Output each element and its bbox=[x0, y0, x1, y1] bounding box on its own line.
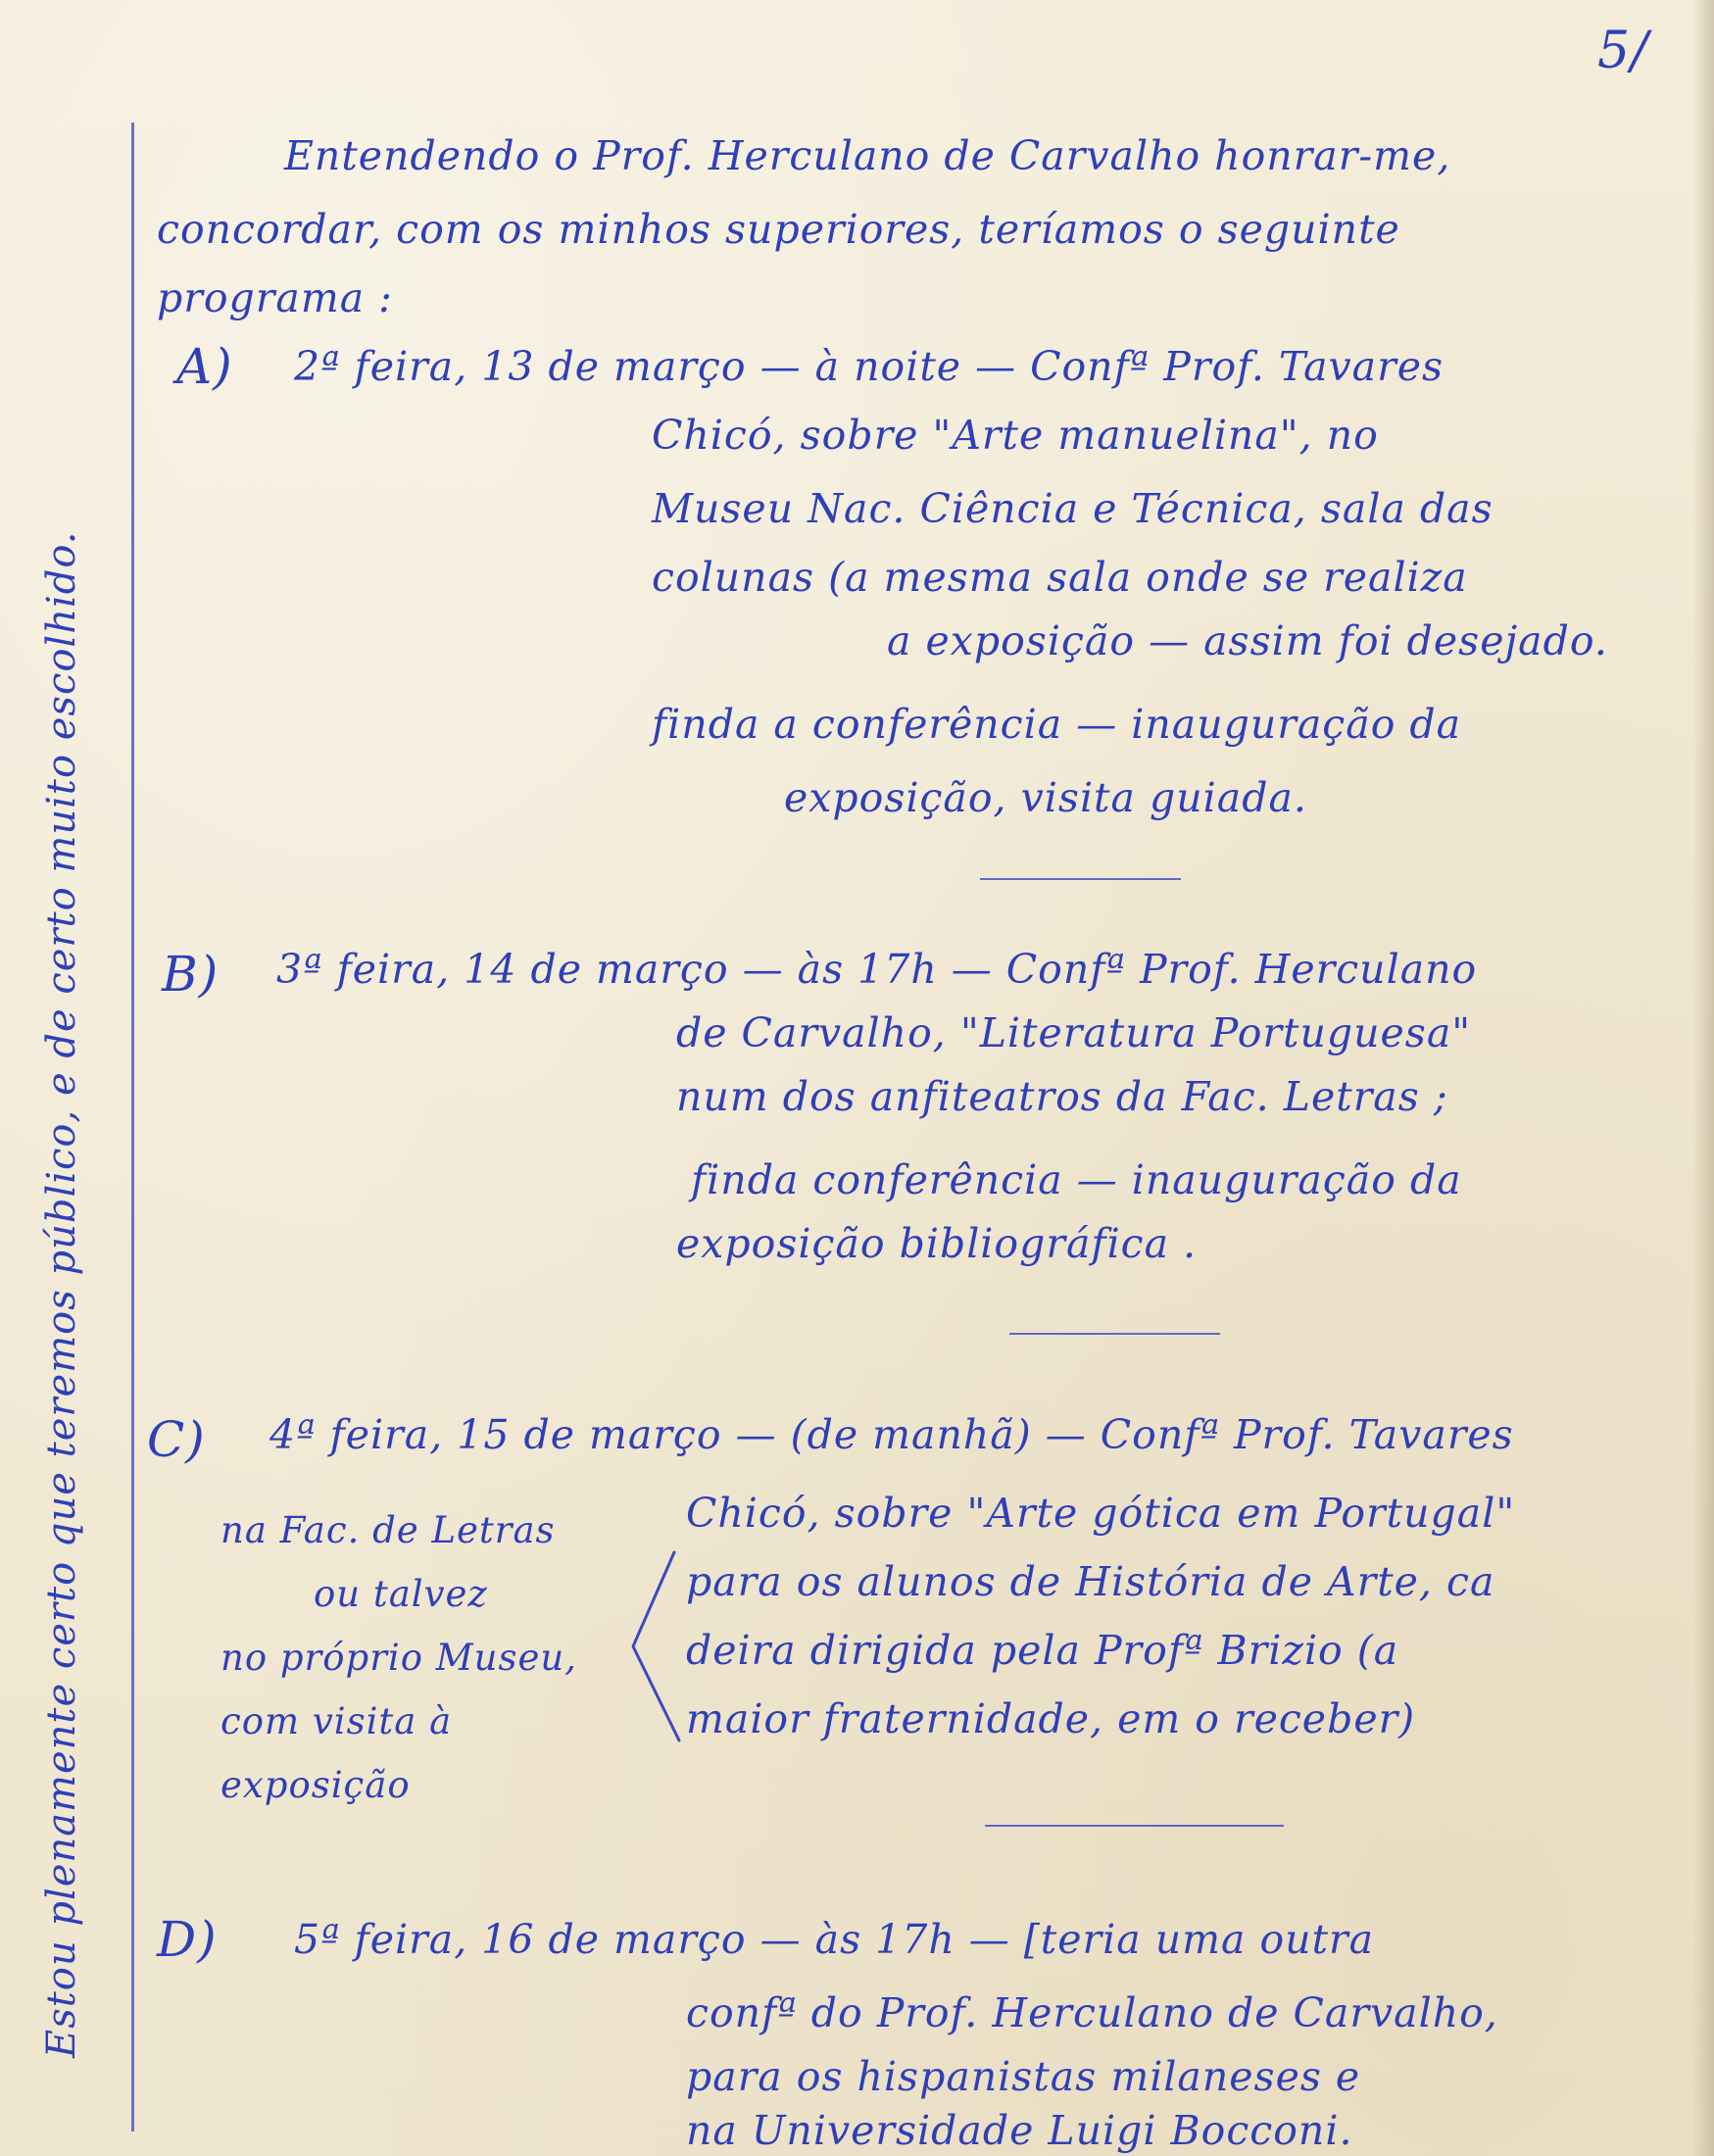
item-a-followup-1: finda a conferência — inauguração da bbox=[652, 701, 1462, 748]
item-c-line-2: Chicó, sobre "Arte gótica em Portugal" bbox=[686, 1490, 1516, 1537]
item-b-line-2: de Carvalho, "Literatura Portuguesa" bbox=[676, 1009, 1472, 1056]
item-a-line-2: Chicó, sobre "Arte manuelina", no bbox=[652, 412, 1379, 459]
item-a-line-4: colunas (a mesma sala onde se realiza bbox=[652, 554, 1468, 601]
item-b-line-3: num dos anfiteatros da Fac. Letras ; bbox=[676, 1073, 1448, 1120]
item-c-line-3: para os alunos de História de Arte, ca bbox=[686, 1558, 1495, 1605]
item-c-side-note-2: ou talvez bbox=[314, 1573, 488, 1615]
item-d-label: D) bbox=[157, 1911, 218, 1968]
item-a-followup-2: exposição, visita guiada. bbox=[784, 774, 1307, 821]
margin-rule bbox=[131, 122, 134, 2132]
separator-3 bbox=[985, 1825, 1284, 1827]
separator-2 bbox=[1009, 1333, 1220, 1335]
item-c-label: C) bbox=[147, 1411, 206, 1468]
item-c-side-note-3: no próprio Museu, bbox=[220, 1637, 577, 1679]
item-c-side-note-4: com visita à bbox=[220, 1700, 453, 1742]
item-a-line-1: 2ª feira, 13 de março — à noite — Confª Prof. Tavares bbox=[294, 343, 1445, 390]
item-b-line-1: 3ª feira, 14 de março — às 17h — Confª Prof. Herculano bbox=[276, 946, 1478, 993]
item-c-side-note-1: na Fac. de Letras bbox=[220, 1509, 556, 1551]
item-c-line-5: maior fraternidade, em o receber) bbox=[686, 1695, 1416, 1742]
item-d-line-2: confª do Prof. Herculano de Carvalho, bbox=[686, 1989, 1498, 2036]
intro-line-1: Entendendo o Prof. Herculano de Carvalho honrar-me, bbox=[284, 132, 1451, 179]
item-a-line-3: Museu Nac. Ciência e Técnica, sala das bbox=[652, 485, 1494, 532]
item-c-line-1: 4ª feira, 15 de março — (de manhã) — Confª Prof. Tavares bbox=[269, 1411, 1514, 1458]
item-d-line-1: 5ª feira, 16 de março — às 17h — [teria uma outra bbox=[294, 1916, 1375, 1963]
separator-1 bbox=[980, 878, 1181, 880]
item-a-label: A) bbox=[176, 338, 233, 395]
item-d-line-4: na Universidade Luigi Bocconi. bbox=[686, 2107, 1353, 2154]
intro-line-3: programa : bbox=[157, 274, 393, 321]
item-b-followup-1: finda conferência — inauguração da bbox=[691, 1156, 1462, 1203]
item-a-line-5: a exposição — assim foi desejado. bbox=[887, 617, 1608, 664]
item-b-followup-2: exposição bibliográfica . bbox=[676, 1220, 1198, 1267]
item-c-side-note-5: exposição bbox=[220, 1764, 411, 1806]
page-number: 5/ bbox=[1597, 22, 1649, 80]
paper-edge-shadow bbox=[1692, 0, 1714, 2156]
item-c-line-4: deira dirigida pela Profª Brizio (a bbox=[686, 1627, 1399, 1674]
item-d-line-3: para os hispanistas milaneses e bbox=[686, 2053, 1361, 2100]
margin-note: Estou plenamente certo que teremos público, e de certo muito escolhido. bbox=[39, 530, 84, 2058]
side-note-bracket bbox=[625, 1548, 684, 1744]
item-b-label: B) bbox=[162, 946, 220, 1003]
intro-line-2: concordar, com os minhos superiores, teríamos o seguinte bbox=[157, 206, 1400, 253]
